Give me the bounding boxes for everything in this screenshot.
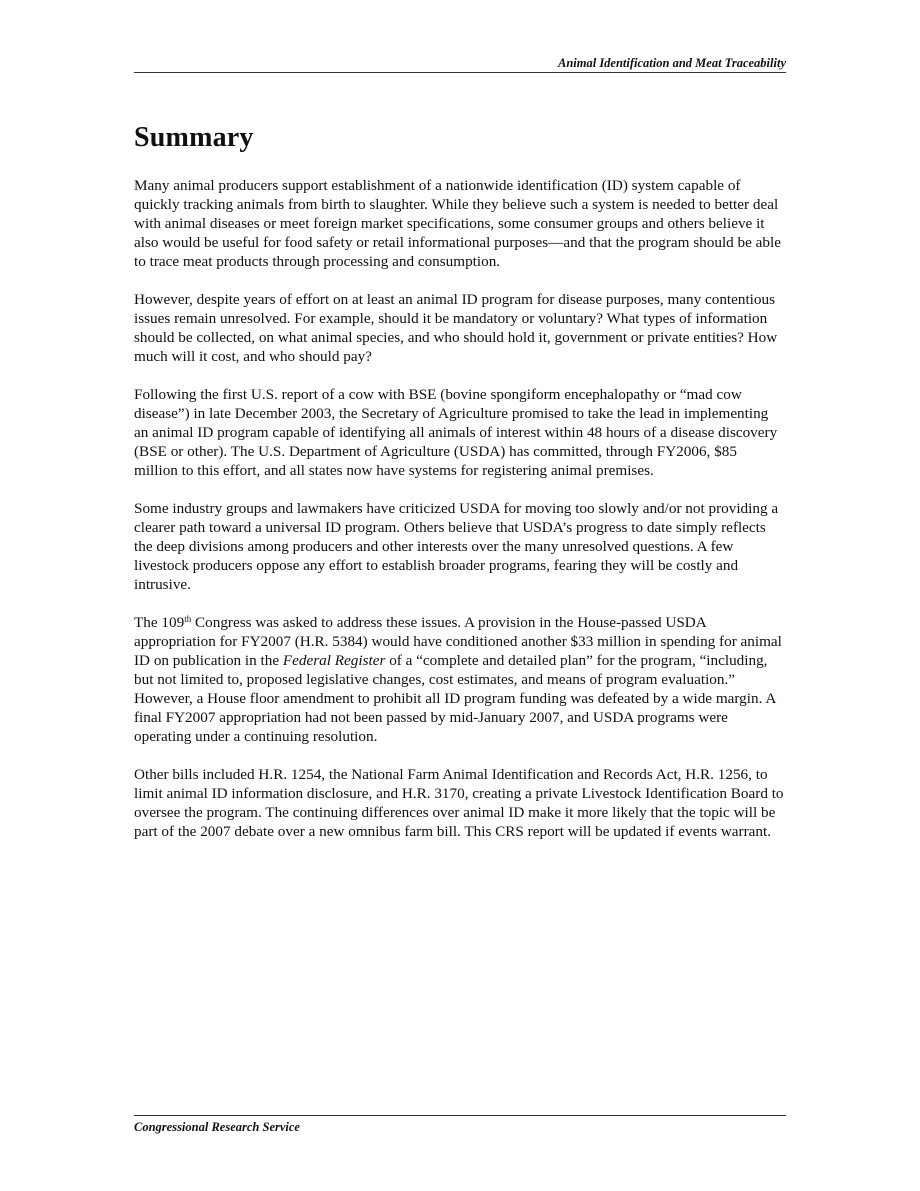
paragraph-2: However, despite years of effort on at least an animal ID program for disease purposes, many contentious issues remain unresolved. For example, should it be mandatory or voluntary? What types of information should be collected, on what animal species, and who should hold it, government or private entities? How much will it cost, and who should pay? [134,291,778,365]
section-title: Summary [134,122,254,153]
paragraph-5-text-3: of a “complete and detailed plan” for the program, “including, but not limited to, proposed legislative changes, cost estimates, and means of program evaluation.” However, a House floor amendment to prohibit all ID program funding was defeated by a wide margin. A final FY2007 appropriation had not been passed by mid-January 2007, and USDA programs were operating under a continuing resolution. [134,652,776,745]
footer-rule [134,1115,786,1116]
paragraph-5-text-2: Congress was asked to address these issues. A provision in the House-passed USDA appropriation for FY2007 (H.R. 5384) would have conditioned another $33 million in spending for animal ID on publication in the [134,614,782,669]
ordinal-superscript: th [184,614,192,624]
paragraph-3: Following the first U.S. report of a cow with BSE (bovine spongiform encephalopathy or “mad cow disease”) in late December 2003, the Secretary of Agriculture promised to take the lead in implementing an animal ID program capable of identifying all animals of interest within 48 hours of a disease discovery (BSE or other). The U.S. Department of Agriculture (USDA) has committed, through FY2006, $85 million to this effort, and all states now have systems for registering animal premises. [134,386,778,479]
header-rule [134,72,786,73]
paragraph-1: Many animal producers support establishment of a nationwide identification (ID) system capable of quickly tracking animals from birth to slaughter. While they believe such a system is needed to better deal with animal diseases or meet foreign market specifications, some consumer groups and others believe it also would be useful for food safety or retail informational purposes—and that the program should be able to trace meat products through processing and consumption. [134,177,781,270]
paragraph-5 [134,613,784,746]
paragraph-5-text-1: The 109 [134,614,185,631]
paragraph-4: Some industry groups and lawmakers have criticized USDA for moving too slowly and/or not providing a clearer path toward a universal ID program. Others believe that USDA’s progress to date simply reflects the deep divisions among producers and other interests over the many unresolved questions. A few livestock producers oppose any effort to establish broader programs, fearing they will be costly and intrusive. [134,500,779,593]
paragraph-6: Other bills included H.R. 1254, the National Farm Animal Identification and Records Act, H.R. 1256, to limit animal ID information disclosure, and H.R. 3170, creating a private Livestock Identification Board to oversee the program. The continuing differences over animal ID make it more likely that the topic will be part of the 2007 debate over a new omnibus farm bill. This CRS report will be updated if events warrant. [134,766,784,840]
running-header: Animal Identification and Meat Traceability [557,56,786,70]
federal-register-italic: Federal Register [282,652,386,669]
body-text [134,176,784,860]
footer-text: Congressional Research Service [134,1120,300,1134]
